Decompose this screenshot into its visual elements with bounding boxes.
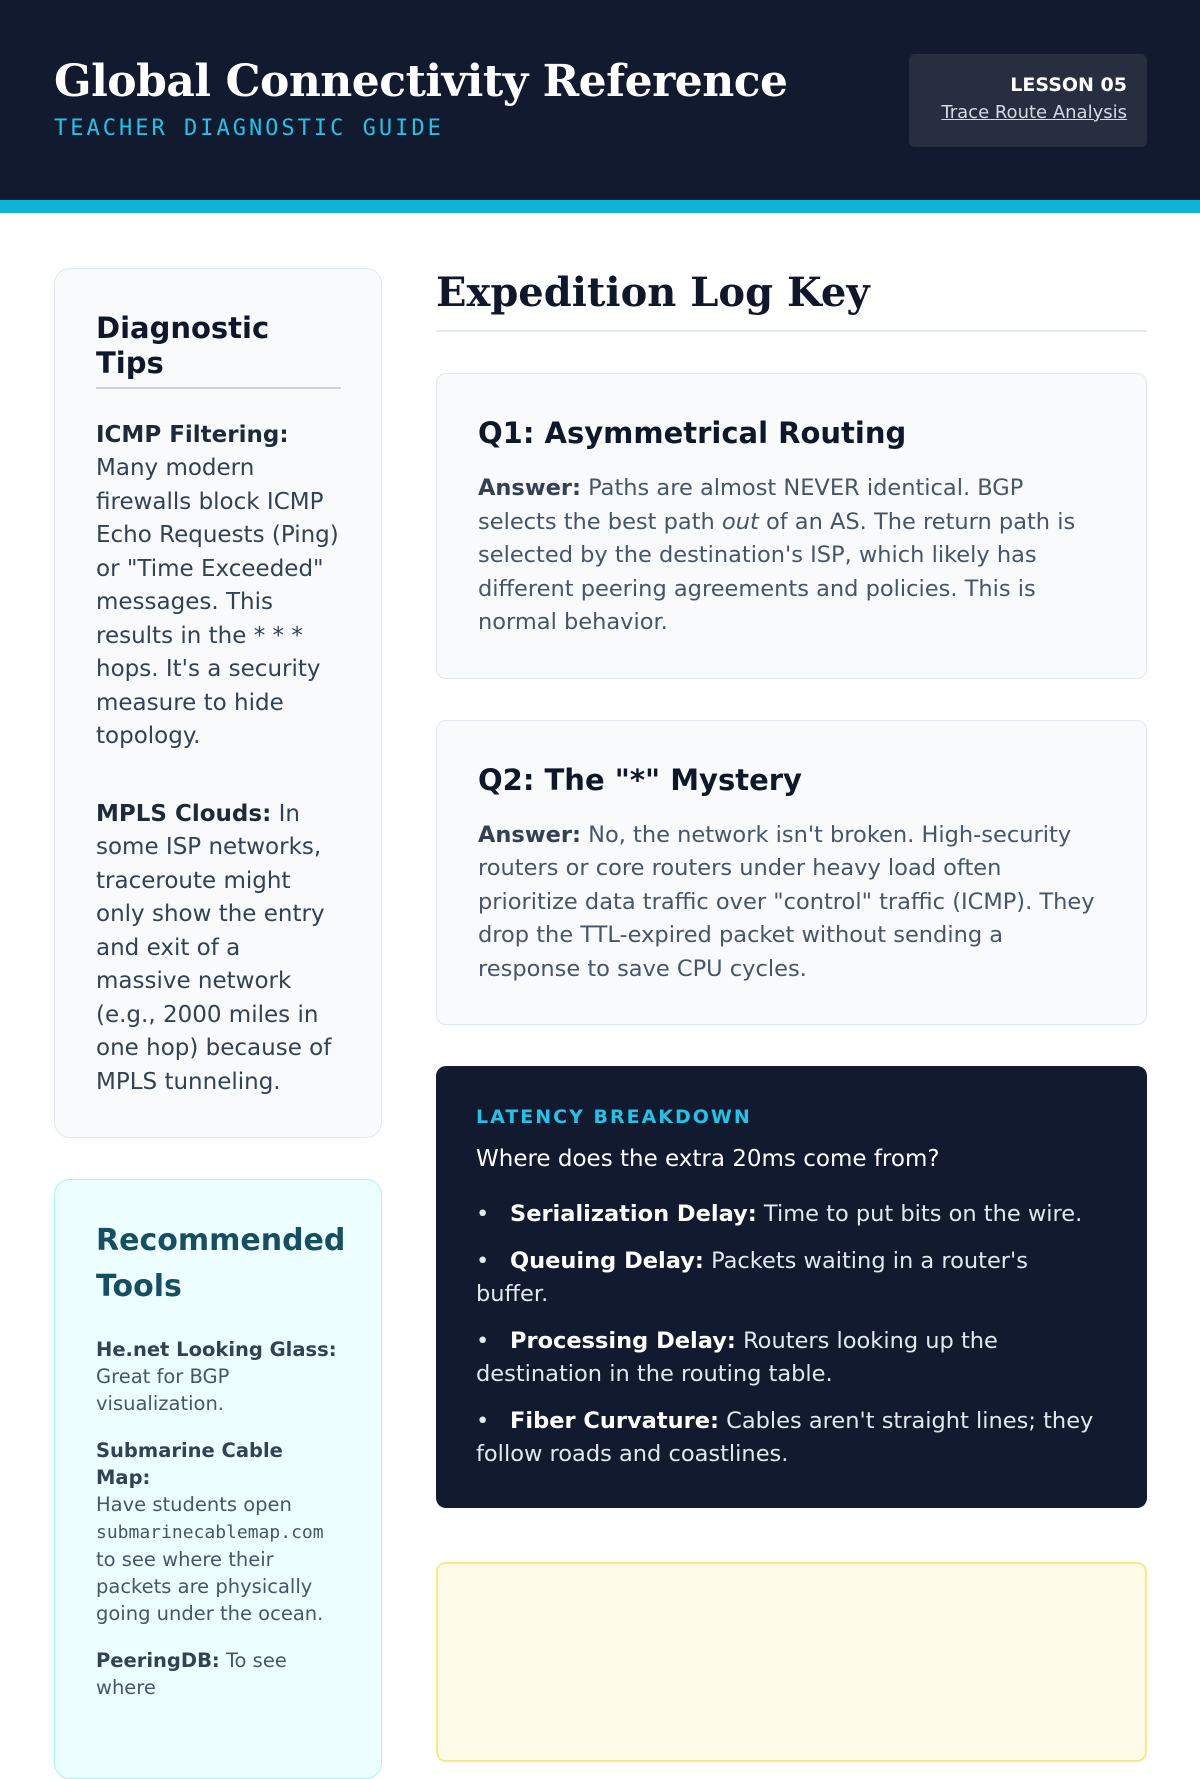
page-subtitle: TEACHER DIAGNOSTIC GUIDE xyxy=(54,116,444,141)
item-text: Packets waiting in a router's buffer. xyxy=(476,1247,1028,1307)
tip-mpls-clouds xyxy=(96,798,341,1100)
tool-label: Submarine Cable Map: xyxy=(96,1439,283,1490)
tool-text: To see where xyxy=(96,1649,287,1700)
q2-answer xyxy=(478,819,1106,987)
tip-icmp-filtering xyxy=(96,419,341,754)
diagnostic-tips-card xyxy=(54,268,382,1138)
latency-list xyxy=(476,1198,1107,1472)
item-text: Routers looking up the destination in the routing table. xyxy=(476,1327,998,1387)
list-item xyxy=(476,1325,1107,1392)
lesson-badge xyxy=(909,54,1147,147)
tool-url: submarinecablemap.com xyxy=(96,1522,324,1544)
tool-text: Great for BGP visualization. xyxy=(96,1365,230,1416)
sidebar xyxy=(54,268,382,1779)
bullet-icon: • xyxy=(476,1407,490,1434)
note-card xyxy=(436,1562,1147,1762)
item-label: Serialization Delay: xyxy=(510,1201,757,1227)
q1-title: Q1: Asymmetrical Routing xyxy=(478,416,907,450)
q1-answer xyxy=(478,472,1106,640)
recommended-tools-title: Recommended Tools xyxy=(96,1223,346,1305)
latency-question: Where does the extra 20ms come from? xyxy=(476,1146,940,1172)
recommended-tools-card xyxy=(54,1179,382,1779)
tool-looking-glass xyxy=(96,1336,341,1417)
tip-text: Many modern firewalls block ICMP Echo Requests (Ping) or "Time Exceeded" messages. This results in the * * * hops. It's a security measure to hide topology. xyxy=(96,455,339,750)
item-text: Time to put bits on the wire. xyxy=(763,1201,1083,1227)
tool-text: to see where their packets are physically going under the ocean. xyxy=(96,1548,324,1626)
tip-text: In some ISP networks, traceroute might only show the entry and exit of a massive network (e.g., 2000 miles in one hop) because of MPLS tunneling. xyxy=(96,800,332,1095)
answer-text: of an AS. The return path is selected by the destination's ISP, which likely has different peering agreements and policies. This is normal behavior. xyxy=(478,508,1076,635)
q1-card xyxy=(436,373,1147,679)
tool-submarine-cable-map xyxy=(96,1437,341,1627)
lesson-topic-link[interactable]: Trace Route Analysis xyxy=(941,102,1127,123)
page-title: Global Connectivity Reference xyxy=(54,56,788,107)
section-title: Expedition Log Key xyxy=(436,268,1147,332)
item-text: Cables aren't straight lines; they follow roads and coastlines. xyxy=(476,1407,1094,1467)
item-label: Fiber Curvature: xyxy=(510,1407,719,1434)
bullet-icon: • xyxy=(476,1327,490,1354)
tip-label: MPLS Clouds: xyxy=(96,800,272,827)
lesson-number: LESSON 05 xyxy=(1010,74,1127,96)
header-accent-stripe xyxy=(0,200,1200,213)
item-label: Queuing Delay: xyxy=(510,1247,704,1274)
answer-text: Paths are almost NEVER identical. BGP selects the best path xyxy=(478,475,1024,535)
list-item xyxy=(476,1198,1107,1232)
item-label: Processing Delay: xyxy=(510,1327,736,1354)
answer-emphasis: out xyxy=(721,508,759,535)
diagnostic-tips-title: Diagnostic Tips xyxy=(96,311,341,389)
q2-title: Q2: The "*" Mystery xyxy=(478,762,802,797)
list-item xyxy=(476,1405,1107,1472)
list-item xyxy=(476,1245,1107,1312)
latency-breakdown-card xyxy=(436,1066,1147,1508)
bullet-icon: • xyxy=(476,1201,490,1227)
bullet-icon: • xyxy=(476,1247,490,1274)
answer-label: Answer: xyxy=(478,821,581,848)
answer-label: Answer: xyxy=(478,475,581,501)
tool-peeringdb xyxy=(96,1647,341,1701)
latency-eyebrow: LATENCY BREAKDOWN xyxy=(476,1106,752,1128)
page-header xyxy=(0,0,1200,200)
q2-card xyxy=(436,720,1147,1026)
tip-label: ICMP Filtering: xyxy=(96,421,289,448)
main-content xyxy=(436,268,1147,1762)
tool-label: PeeringDB: xyxy=(96,1649,220,1673)
answer-text: No, the network isn't broken. High-security routers or core routers under heavy load often prioritize data traffic over "control" traffic (ICMP). They drop the TTL-expired packet without sending a response to save CPU cycles. xyxy=(478,821,1095,982)
tool-label: He.net Looking Glass: xyxy=(96,1338,337,1362)
tool-text: Have students open xyxy=(96,1493,292,1517)
